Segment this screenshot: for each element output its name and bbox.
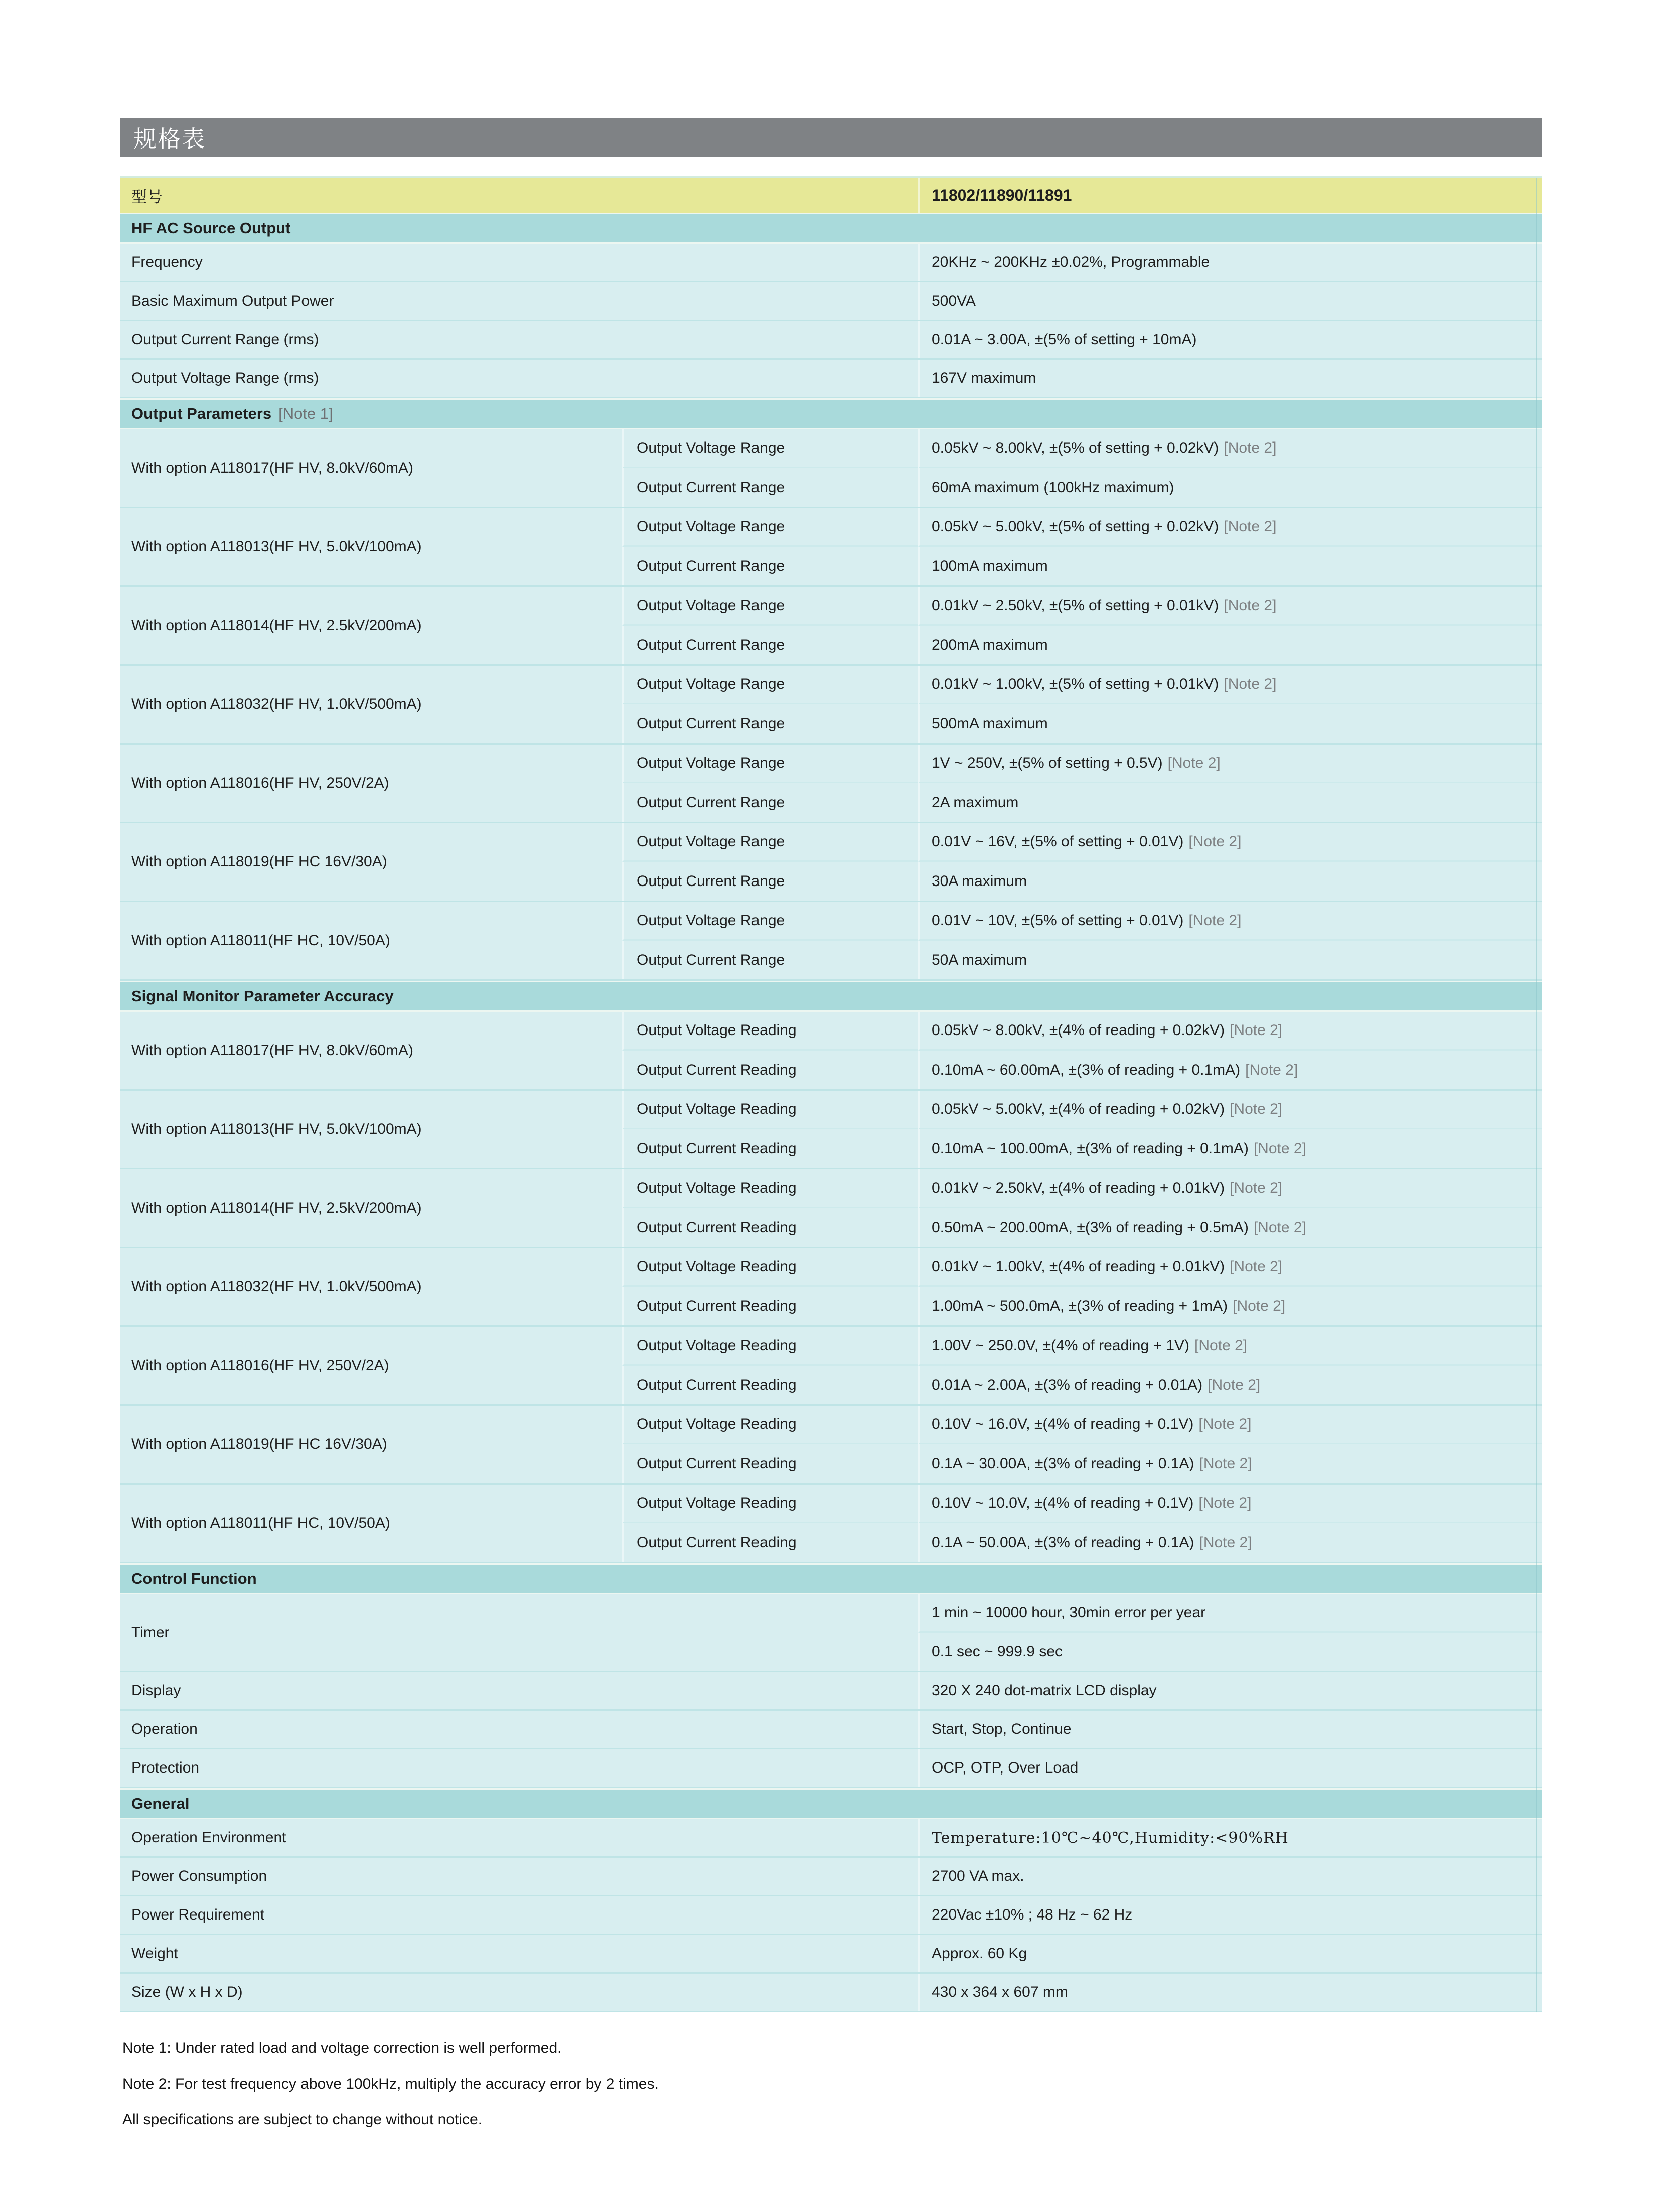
row-label: Frequency [131,254,203,270]
note-reference: [Note 2] [1198,1416,1252,1432]
section-header-text: Control Function [131,1570,257,1587]
option-label: With option A118016(HF HV, 250V/2A) [131,1357,389,1374]
model-label: 型号 [131,188,163,206]
model-row [120,178,1542,213]
row-value: Approx. 60 Kg [918,1935,1542,1972]
row-value [918,823,1542,862]
section-header-text: HF AC Source Output [131,219,291,237]
table-row [120,1935,1542,1974]
row-value [918,1485,1542,1523]
value-text: 0.01kV ~ 2.50kV, ±(4% of reading + 0.01kV) [932,1179,1225,1196]
row-value: OCP, OTP, Over Load [918,1749,1542,1787]
table-row [120,1974,1542,2012]
note-reference: [Note 2] [1230,1022,1283,1039]
note-reference: [Note 2] [1208,1376,1261,1393]
table-row [120,1819,1542,1858]
sub-label: Output Voltage Reading [622,1248,918,1287]
page-title-text: 规格表 [133,126,206,152]
row-label: Size (W x H x D) [131,1984,243,2000]
sub-label: Output Voltage Range [622,587,918,626]
section-header-note: [Note 1] [278,405,333,422]
value-text: 60mA maximum (100kHz maximum) [932,479,1174,496]
note-reference: [Note 2] [1224,676,1277,692]
value-text: 0.10mA ~ 100.00mA, ±(3% of reading + 0.1mA) [932,1140,1249,1157]
option-group-row [120,508,1542,587]
note-reference: [Note 2] [1188,912,1242,929]
value-text: 0.05kV ~ 8.00kV, ±(5% of setting + 0.02kV) [932,439,1219,456]
row-label: Timer [131,1624,170,1641]
sub-label: Output Voltage Reading [622,1169,918,1208]
spec-table-body [120,176,1542,2012]
option-label: With option A118032(HF HV, 1.0kV/500mA) [131,1278,422,1295]
sub-label: Output Voltage Reading [622,1485,918,1523]
value-text: 0.10V ~ 16.0V, ±(4% of reading + 0.1V) [932,1416,1194,1432]
sub-label: Output Voltage Reading [622,1406,918,1444]
model-value: 11802/11890/11891 [918,178,1542,213]
note-reference: [Note 2] [1253,1219,1306,1236]
note-reference: [Note 2] [1199,1534,1252,1551]
option-label: With option A118014(HF HV, 2.5kV/200mA) [131,1200,422,1216]
note-reference: [Note 2] [1188,833,1242,850]
option-group-row [120,429,1542,508]
row-value [918,1208,1542,1247]
section-header-text: General [131,1795,190,1812]
option-label: With option A118019(HF HC 16V/30A) [131,1436,387,1452]
row-value: 220Vac ±10% ; 48 Hz ~ 62 Hz [918,1896,1542,1934]
row-value [918,1406,1542,1444]
sub-label: Output Voltage Range [622,666,918,704]
row-label: Protection [131,1759,200,1776]
row-label: Power Requirement [131,1906,265,1923]
row-value: 320 X 240 dot-matrix LCD display [918,1672,1542,1709]
value-text: 0.05kV ~ 8.00kV, ±(4% of reading + 0.02kV) [932,1022,1225,1039]
value-text: 0.10mA ~ 60.00mA, ±(3% of reading + 0.1mA) [932,1061,1241,1078]
sub-label: Output Current Range [622,626,918,664]
value-text: 0.01A ~ 2.00A, ±(3% of reading + 0.01A) [932,1376,1203,1393]
row-value [918,1444,1542,1483]
row-value [918,1287,1542,1325]
row-label: Operation [131,1721,198,1737]
page-title [120,118,1542,157]
note-reference: [Note 2] [1230,1101,1283,1117]
row-value [918,1248,1542,1287]
section-header-general [120,1788,1542,1819]
option-label: With option A118017(HF HV, 8.0kV/60mA) [131,1042,413,1059]
value-text: 0.05kV ~ 5.00kV, ±(4% of reading + 0.02kV) [932,1101,1225,1117]
note-reference: [Note 2] [1230,1179,1283,1196]
sub-label: Output Current Range [622,941,918,979]
sub-label: Output Current Range [622,547,918,585]
row-value: Temperature:10℃~40℃,Humidity:<90%RH [918,1819,1542,1856]
row-label: Operation Environment [131,1829,286,1846]
section-header-hf-ac-source-output [120,213,1542,244]
note-reference: [Note 2] [1224,439,1277,456]
row-value [918,468,1542,507]
value-text: 0.01V ~ 16V, ±(5% of setting + 0.01V) [932,833,1184,850]
row-value [918,745,1542,783]
option-label: With option A118019(HF HC 16V/30A) [131,853,387,870]
sub-label: Output Voltage Range [622,823,918,862]
option-label: With option A118017(HF HV, 8.0kV/60mA) [131,460,413,476]
row-value [918,626,1542,664]
row-value: 0.1 sec ~ 999.9 sec [918,1633,1542,1671]
value-text: 1.00V ~ 250.0V, ±(4% of reading + 1V) [932,1337,1190,1354]
section-header-control-function [120,1563,1542,1594]
table-row [120,1896,1542,1935]
value-text: 1.00mA ~ 500.0mA, ±(3% of reading + 1mA) [932,1297,1228,1314]
value-text: 0.50mA ~ 200.00mA, ±(3% of reading + 0.5mA) [932,1219,1249,1236]
footnotes [120,2030,1542,2137]
spec-table [120,176,1542,2137]
option-group-row [120,823,1542,902]
sub-label: Output Voltage Range [622,902,918,941]
footnote-2: Note 2: For test frequency above 100kHz, multiply the accuracy error by 2 times. [122,2076,659,2092]
option-label: With option A118016(HF HV, 250V/2A) [131,775,389,791]
note-reference: [Note 2] [1194,1337,1248,1354]
row-value: 0.01A ~ 3.00A, ±(5% of setting + 10mA) [918,321,1542,358]
sub-label: Output Voltage Range [622,508,918,547]
row-value [918,429,1542,468]
option-group-row [120,1406,1542,1485]
table-row [120,282,1542,321]
value-text: 100mA maximum [932,557,1048,574]
section-header-text: Output Parameters [131,405,272,422]
sub-label: Output Current Reading [622,1208,918,1247]
row-label: Basic Maximum Output Power [131,292,334,309]
note-reference: [Note 2] [1167,755,1221,771]
table-row [120,360,1542,398]
row-value [918,1523,1542,1562]
row-value [918,1012,1542,1051]
value-text: 0.01kV ~ 1.00kV, ±(4% of reading + 0.01kV) [932,1258,1225,1275]
note-reference: [Note 2] [1233,1297,1286,1314]
value-text: 0.10V ~ 10.0V, ±(4% of reading + 0.1V) [932,1495,1194,1511]
row-value: Start, Stop, Continue [918,1711,1542,1748]
sub-label: Output Current Reading [622,1523,918,1562]
option-group-row [120,745,1542,823]
value-text: 0.01kV ~ 2.50kV, ±(5% of setting + 0.01kV) [932,597,1219,614]
row-value: 167V maximum [918,360,1542,397]
footnote-1: Note 1: Under rated load and voltage correction is well performed. [122,2040,562,2056]
table-row [120,1711,1542,1749]
row-value: 500VA [918,282,1542,320]
row-value [918,1091,1542,1129]
row-label: Output Voltage Range (rms) [131,370,319,386]
option-group-row [120,1248,1542,1327]
note-reference: [Note 2] [1198,1495,1252,1511]
sub-label: Output Current Range [622,468,918,507]
table-row [120,1858,1542,1896]
table-row [120,1749,1542,1788]
row-value [918,547,1542,585]
option-group-row [120,1169,1542,1248]
value-text: 0.1A ~ 50.00A, ±(3% of reading + 0.1A) [932,1534,1194,1551]
sub-label: Output Voltage Reading [622,1327,918,1366]
value-text: 2A maximum [932,794,1019,811]
row-label: Display [131,1682,181,1699]
row-label: Power Consumption [131,1868,267,1884]
sub-label: Output Current Range [622,862,918,901]
section-header-output-parameters [120,398,1542,429]
sub-label: Output Current Range [622,783,918,822]
option-label: With option A118014(HF HV, 2.5kV/200mA) [131,617,422,634]
sub-label: Output Current Reading [622,1444,918,1483]
option-group-row [120,666,1542,745]
sub-label: Output Current Reading [622,1129,918,1168]
sub-label: Output Voltage Range [622,429,918,468]
row-value [918,1366,1542,1404]
row-value: 1 min ~ 10000 hour, 30min error per year [918,1594,1542,1633]
note-reference: [Note 2] [1224,597,1277,614]
option-group-row [120,587,1542,666]
option-group-row [120,1012,1542,1091]
row-value [918,704,1542,743]
option-label: With option A118011(HF HC, 10V/50A) [131,932,390,949]
note-reference: [Note 2] [1230,1258,1283,1275]
value-text: 500mA maximum [932,715,1048,732]
row-value: 430 x 364 x 607 mm [918,1974,1542,2011]
note-reference: [Note 2] [1199,1455,1252,1472]
value-text: 50A maximum [932,951,1027,968]
section-header-text: Signal Monitor Parameter Accuracy [131,987,394,1005]
option-label: With option A118011(HF HC, 10V/50A) [131,1515,390,1531]
timer-group-row [120,1594,1542,1672]
row-value [918,902,1542,941]
row-value: 20KHz ~ 200KHz ±0.02%, Programmable [918,244,1542,281]
row-value [918,1327,1542,1366]
row-value [918,941,1542,979]
row-label: Output Current Range (rms) [131,331,319,348]
row-value [918,1051,1542,1089]
sub-label: Output Voltage Range [622,745,918,783]
option-label: With option A118013(HF HV, 5.0kV/100mA) [131,1121,422,1137]
row-label: Weight [131,1945,178,1962]
table-row [120,244,1542,282]
sub-label: Output Current Reading [622,1287,918,1325]
value-text: 1V ~ 250V, ±(5% of setting + 0.5V) [932,755,1163,771]
value-text: 0.01V ~ 10V, ±(5% of setting + 0.01V) [932,912,1184,929]
value-text: 0.01kV ~ 1.00kV, ±(5% of setting + 0.01kV) [932,676,1219,692]
row-value [918,783,1542,822]
row-value [918,508,1542,547]
sub-label: Output Current Range [622,704,918,743]
option-group-row [120,1327,1542,1406]
option-group-row [120,1485,1542,1563]
row-value [918,666,1542,704]
value-text: 0.1A ~ 30.00A, ±(3% of reading + 0.1A) [932,1455,1194,1472]
sub-label: Output Current Reading [622,1051,918,1089]
table-row [120,321,1542,360]
table-right-edge-line [1536,178,1537,2012]
value-text: 200mA maximum [932,636,1048,653]
note-reference: [Note 2] [1224,518,1277,535]
note-reference: [Note 2] [1245,1061,1298,1078]
note-reference: [Note 2] [1253,1140,1306,1157]
value-text: 0.05kV ~ 5.00kV, ±(5% of setting + 0.02kV) [932,518,1219,535]
row-value [918,1129,1542,1168]
table-row [120,1672,1542,1711]
option-label: With option A118032(HF HV, 1.0kV/500mA) [131,696,422,712]
option-group-row [120,902,1542,981]
section-header-signal-monitor [120,981,1542,1012]
row-value [918,1169,1542,1208]
sub-label: Output Voltage Reading [622,1012,918,1051]
footnote-3: All specifications are subject to change without notice. [122,2111,483,2128]
sub-label: Output Current Reading [622,1366,918,1404]
value-text: 30A maximum [932,872,1027,890]
row-value [918,587,1542,626]
sub-label: Output Voltage Reading [622,1091,918,1129]
option-label: With option A118013(HF HV, 5.0kV/100mA) [131,538,422,555]
row-value: 2700 VA max. [918,1858,1542,1895]
option-group-row [120,1091,1542,1169]
row-value [918,862,1542,901]
